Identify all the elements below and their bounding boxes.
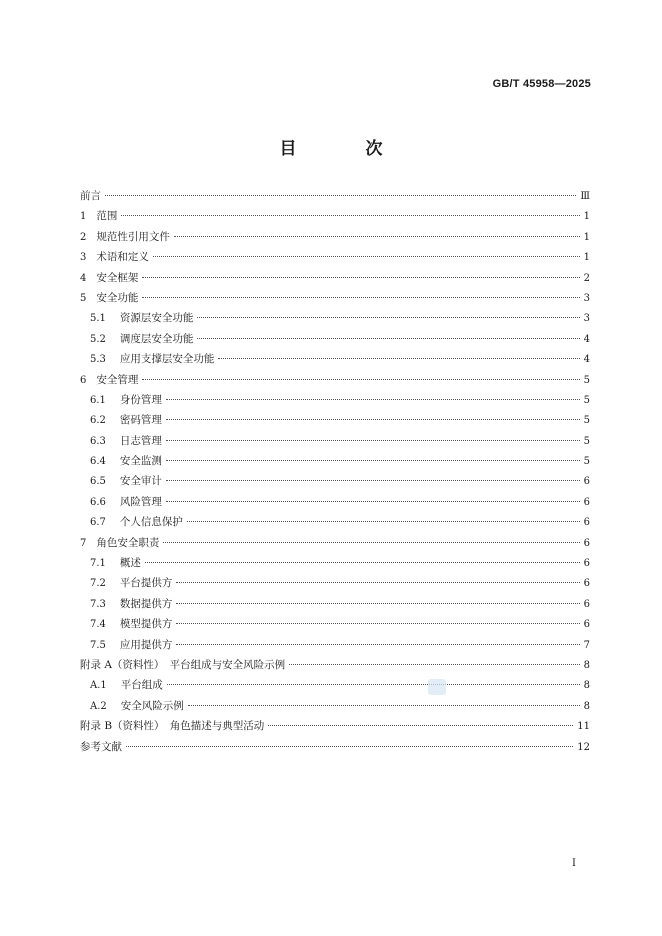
toc-entry-label: 安全框架 bbox=[96, 271, 139, 284]
page-number: I bbox=[572, 858, 576, 869]
toc-entry-number: 7.4 bbox=[90, 619, 106, 631]
toc-entry-label: 数据提供方 bbox=[119, 597, 173, 610]
toc-entry-page: Ⅲ bbox=[580, 191, 590, 202]
toc-entry-label: 风险管理 bbox=[119, 495, 162, 508]
toc-entry-page: 6 bbox=[583, 517, 590, 529]
toc-entry-number: 1 bbox=[80, 211, 87, 223]
toc-entry-page: 6 bbox=[583, 619, 590, 631]
toc-leader-dots bbox=[142, 379, 579, 380]
toc-entry[interactable] bbox=[80, 288, 590, 308]
toc-entry[interactable] bbox=[80, 410, 590, 430]
toc-entry-number: 7.5 bbox=[90, 639, 106, 651]
toc-leader-dots bbox=[167, 684, 580, 685]
toc-entry-label: 密码管理 bbox=[119, 414, 162, 427]
toc-leader-dots bbox=[197, 317, 579, 318]
toc-entry-number: 5.1 bbox=[90, 313, 106, 325]
toc-entry[interactable] bbox=[80, 675, 590, 695]
toc-entry-page: 3 bbox=[583, 292, 590, 304]
toc-entry-number: 4 bbox=[80, 272, 87, 284]
toc-entry[interactable] bbox=[80, 716, 590, 736]
toc-entry[interactable] bbox=[80, 614, 590, 634]
toc-leader-dots bbox=[289, 664, 579, 665]
toc-entry-label: 概述 bbox=[119, 557, 141, 570]
toc-entry-label: 参考文献 bbox=[80, 740, 122, 753]
toc-leader-dots bbox=[166, 501, 580, 502]
toc-entry[interactable] bbox=[80, 737, 590, 757]
toc-leader-dots bbox=[121, 215, 579, 216]
toc-entry-page: 5 bbox=[583, 394, 590, 406]
toc-leader-dots bbox=[176, 623, 579, 624]
toc-entry-number: 3 bbox=[80, 252, 87, 264]
toc-entry[interactable] bbox=[80, 349, 590, 369]
toc-entry[interactable] bbox=[80, 206, 590, 226]
toc-entry-page: 5 bbox=[583, 415, 590, 427]
toc-entry[interactable] bbox=[80, 390, 590, 410]
toc-entry[interactable] bbox=[80, 655, 590, 675]
toc-entry-page: 6 bbox=[583, 476, 590, 488]
toc-entry-page: 8 bbox=[583, 700, 590, 712]
toc-entry[interactable] bbox=[80, 594, 590, 614]
toc-entry-number: 5.2 bbox=[90, 333, 106, 345]
toc-entry-page: 12 bbox=[577, 741, 590, 753]
toc-entry[interactable] bbox=[80, 533, 590, 553]
toc-entry-number: 7.2 bbox=[90, 578, 106, 590]
toc-leader-dots bbox=[176, 644, 579, 645]
toc-leader-dots bbox=[126, 746, 573, 747]
toc-entry-label: 安全风险示例 bbox=[120, 699, 184, 712]
toc-leader-dots bbox=[176, 603, 579, 604]
toc-entry-page: 11 bbox=[577, 721, 590, 733]
toc-leader-dots bbox=[166, 419, 580, 420]
toc-entry[interactable] bbox=[80, 451, 590, 471]
toc-entry-label: 前言 bbox=[80, 190, 101, 202]
toc-entry[interactable] bbox=[80, 227, 590, 247]
toc-entry-label: 安全功能 bbox=[96, 291, 139, 304]
toc-entry-label: 附录 B（资料性） 角色描述与典型活动 bbox=[80, 720, 265, 733]
toc-entry-label: 日志管理 bbox=[119, 434, 162, 447]
toc-leader-dots bbox=[166, 440, 580, 441]
toc-entry-number: A.1 bbox=[90, 680, 107, 692]
toc-leader-dots bbox=[142, 297, 579, 298]
toc-entry-page: 6 bbox=[583, 537, 590, 549]
toc-entry-label: 个人信息保护 bbox=[119, 516, 183, 529]
toc-entry-page: 8 bbox=[583, 659, 590, 671]
toc-entry-number: A.2 bbox=[90, 700, 107, 712]
toc-entry[interactable] bbox=[80, 370, 590, 390]
toc-entry-page: 5 bbox=[583, 435, 590, 447]
toc-entry[interactable] bbox=[80, 431, 590, 451]
toc-entry[interactable] bbox=[80, 247, 590, 267]
toc-entry[interactable] bbox=[80, 696, 590, 716]
toc-entry-number: 2 bbox=[80, 231, 87, 243]
table-of-contents bbox=[80, 186, 590, 757]
toc-entry-page: 1 bbox=[583, 211, 590, 223]
toc-leader-dots bbox=[166, 460, 580, 461]
toc-entry-label: 平台提供方 bbox=[119, 577, 173, 590]
toc-entry-page: 2 bbox=[583, 272, 590, 284]
toc-leader-dots bbox=[166, 399, 580, 400]
toc-entry-page: 6 bbox=[583, 598, 590, 610]
toc-entry-label: 模型提供方 bbox=[119, 618, 173, 631]
standard-code: GB/T 45958—2025 bbox=[492, 78, 591, 90]
toc-entry-number: 6.7 bbox=[90, 517, 106, 529]
toc-entry-label: 规范性引用文件 bbox=[96, 230, 170, 243]
toc-entry-label: 应用提供方 bbox=[119, 638, 173, 651]
toc-entry-page: 1 bbox=[583, 252, 590, 264]
watermark-mark bbox=[428, 679, 446, 695]
toc-entry[interactable] bbox=[80, 635, 590, 655]
toc-entry[interactable] bbox=[80, 268, 590, 288]
toc-entry-label: 角色安全职责 bbox=[96, 536, 160, 549]
toc-leader-dots bbox=[174, 236, 580, 237]
toc-entry-label: 安全审计 bbox=[119, 475, 162, 488]
toc-entry-page: 6 bbox=[583, 496, 590, 508]
toc-entry[interactable] bbox=[80, 492, 590, 512]
toc-entry-number: 5 bbox=[80, 292, 87, 304]
toc-entry-label: 应用支撑层安全功能 bbox=[119, 353, 215, 366]
toc-entry-label: 平台组成 bbox=[120, 679, 163, 692]
toc-entry[interactable] bbox=[80, 308, 590, 328]
toc-entry-number: 6.2 bbox=[90, 415, 106, 427]
toc-entry-page: 7 bbox=[583, 639, 590, 651]
toc-entry[interactable] bbox=[80, 553, 590, 573]
toc-entry[interactable] bbox=[80, 512, 590, 532]
toc-entry-number: 6.5 bbox=[90, 476, 106, 488]
toc-entry-label: 资源层安全功能 bbox=[119, 312, 194, 325]
toc-entry-page: 8 bbox=[583, 680, 590, 692]
toc-entry-label: 调度层安全功能 bbox=[119, 332, 194, 345]
toc-entry-label: 身份管理 bbox=[119, 393, 162, 406]
toc-leader-dots bbox=[188, 705, 580, 706]
toc-entry-number: 6 bbox=[80, 374, 87, 386]
toc-entry-label: 安全监测 bbox=[119, 455, 162, 468]
toc-entry[interactable] bbox=[80, 471, 590, 491]
toc-leader-dots bbox=[142, 277, 579, 278]
toc-entry-number: 5.3 bbox=[90, 354, 106, 366]
toc-leader-dots bbox=[163, 542, 579, 543]
toc-entry-number: 6.3 bbox=[90, 435, 106, 447]
toc-entry-page: 1 bbox=[583, 231, 590, 243]
toc-entry-page: 4 bbox=[583, 333, 590, 345]
toc-entry[interactable] bbox=[80, 186, 590, 206]
toc-entry-label: 术语和定义 bbox=[96, 251, 149, 264]
toc-leader-dots bbox=[145, 562, 580, 563]
toc-entry-label: 附录 A（资料性） 平台组成与安全风险示例 bbox=[80, 658, 286, 671]
toc-entry[interactable] bbox=[80, 329, 590, 349]
toc-leader-dots bbox=[153, 256, 580, 257]
toc-entry-page: 5 bbox=[583, 374, 590, 386]
toc-entry-page: 5 bbox=[583, 456, 590, 468]
toc-entry-number: 7.3 bbox=[90, 598, 106, 610]
toc-leader-dots bbox=[197, 338, 579, 339]
toc-leader-dots bbox=[218, 358, 579, 359]
toc-leader-dots bbox=[268, 725, 573, 726]
toc-entry-page: 3 bbox=[583, 313, 590, 325]
toc-entry-page: 4 bbox=[583, 354, 590, 366]
toc-leader-dots bbox=[187, 521, 580, 522]
toc-leader-dots bbox=[105, 195, 576, 196]
toc-entry-number: 7 bbox=[80, 537, 87, 549]
toc-entry-number: 6.1 bbox=[90, 394, 106, 406]
toc-entry-label: 安全管理 bbox=[96, 373, 139, 386]
toc-entry-number: 6.4 bbox=[90, 456, 106, 468]
toc-entry-number: 7.1 bbox=[90, 558, 106, 570]
toc-entry-number: 6.6 bbox=[90, 496, 106, 508]
toc-leader-dots bbox=[176, 582, 579, 583]
toc-leader-dots bbox=[166, 480, 580, 481]
page-title: 目 次 bbox=[279, 139, 409, 159]
toc-entry-label: 范围 bbox=[96, 210, 118, 223]
toc-entry[interactable] bbox=[80, 573, 590, 593]
toc-entry-page: 6 bbox=[583, 558, 590, 570]
toc-entry-page: 6 bbox=[583, 578, 590, 590]
